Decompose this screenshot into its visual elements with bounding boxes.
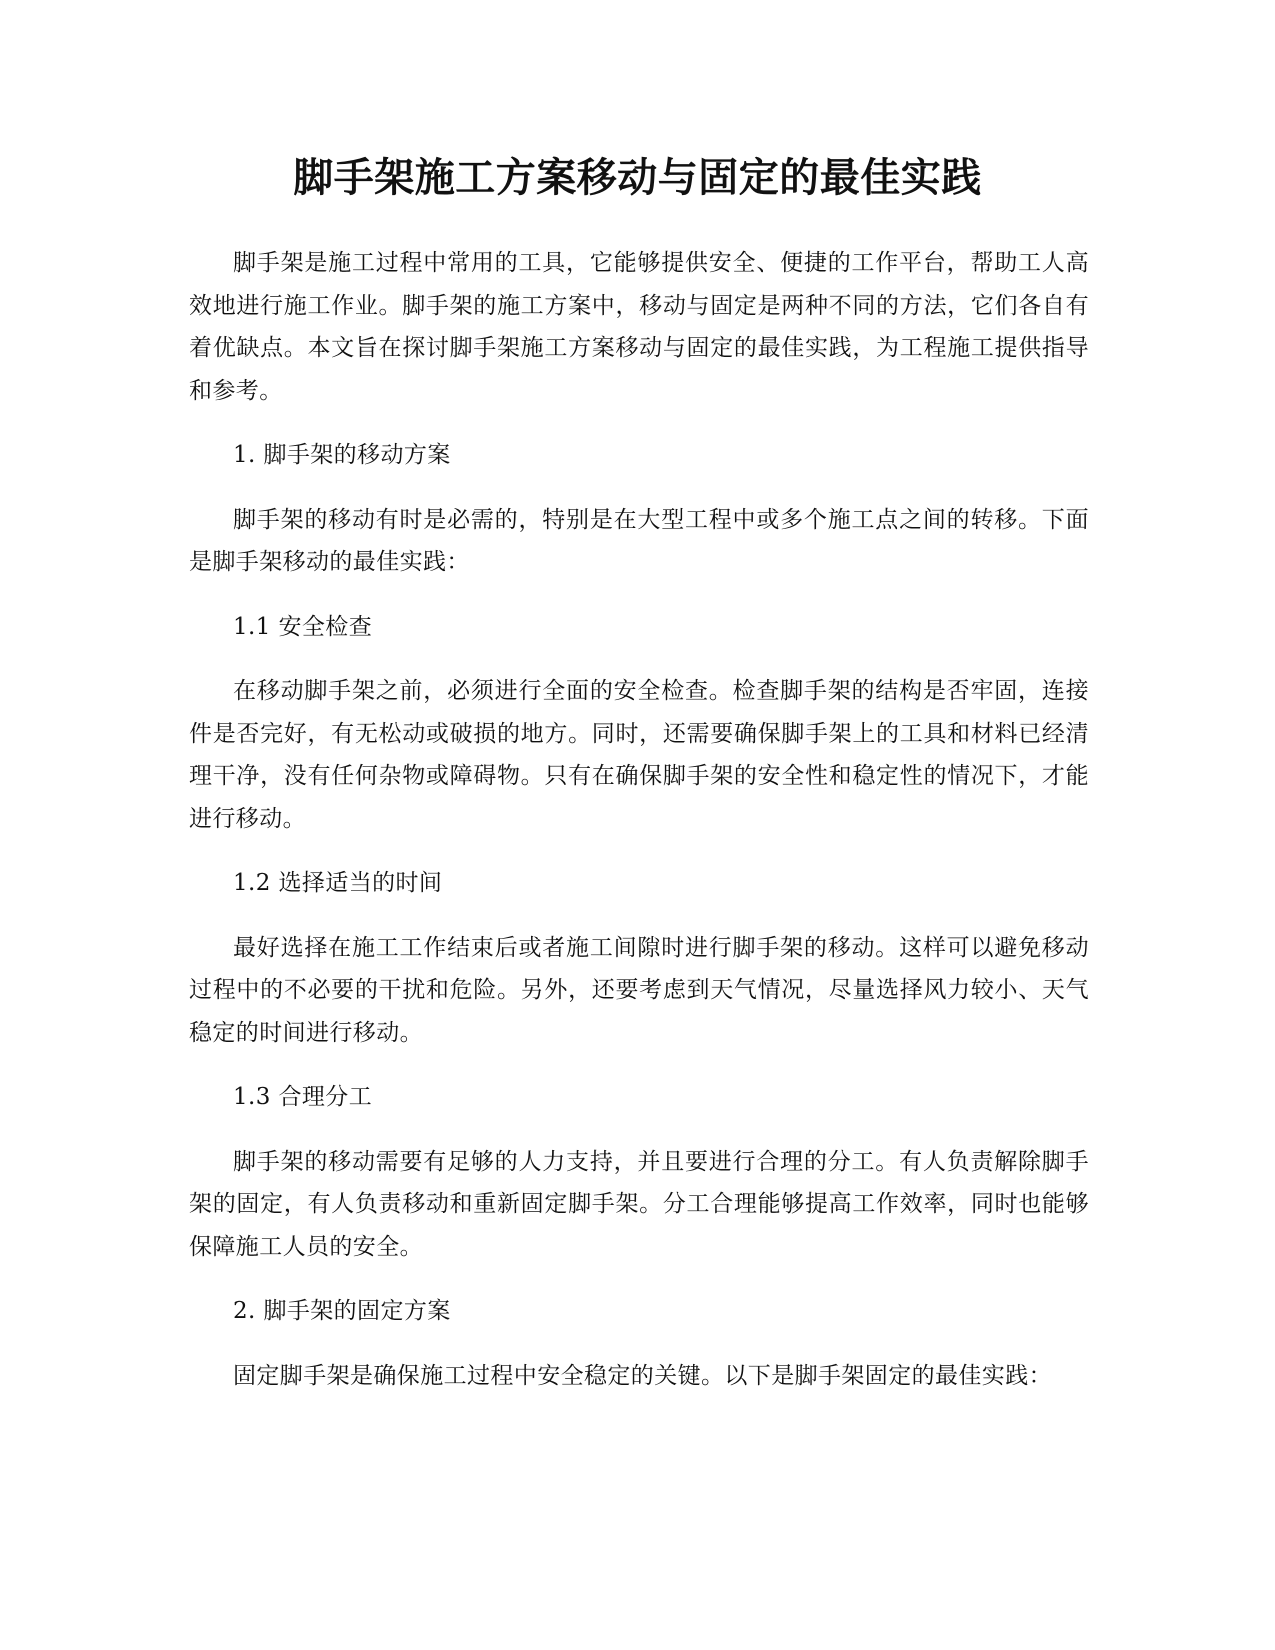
intro-paragraph: 脚手架是施工过程中常用的工具，它能够提供安全、便捷的工作平台，帮助工人高效地进行施工作业。脚手架的施工方案中，移动与固定是两种不同的方法，它们各自有着优缺点。本文旨在探讨脚手架施工方案移动与固定的最佳实践，为工程施工提供指导和参考。 [189, 250, 1089, 404]
section-2-heading: 2. 脚手架的固定方案 [233, 1298, 451, 1324]
section-1-3-heading: 1.3 合理分工 [233, 1084, 373, 1110]
section-1-3-paragraph: 脚手架的移动需要有足够的人力支持，并且要进行合理的分工。有人负责解除脚手架的固定，有人负责移动和重新固定脚手架。分工合理能够提高工作效率，同时也能够保障施工人员的安全。 [189, 1148, 1089, 1260]
section-2-paragraph: 固定脚手架是确保施工过程中安全稳定的关键。以下是脚手架固定的最佳实践： [233, 1362, 1052, 1389]
section-1-1-heading: 1.1 安全检查 [233, 613, 373, 640]
document-title: 脚手架施工方案移动与固定的最佳实践 [293, 155, 982, 201]
document-body [189, 242, 1089, 1397]
section-1-2-heading: 1.2 选择适当的时间 [233, 870, 443, 896]
section-1-2-paragraph: 最好选择在施工工作结束后或者施工间隙时进行脚手架的移动。这样可以避免移动过程中的不必要的干扰和危险。另外，还要考虑到天气情况，尽量选择风力较小、天气稳定的时间进行移动。 [189, 934, 1089, 1046]
section-1-paragraph: 脚手架的移动有时是必需的，特别是在大型工程中或多个施工点之间的转移。下面是脚手架移动的最佳实践： [189, 506, 1089, 575]
section-1-heading: 1. 脚手架的移动方案 [233, 442, 451, 468]
section-1-1-paragraph: 在移动脚手架之前，必须进行全面的安全检查。检查脚手架的结构是否牢固，连接件是否完好，有无松动或破损的地方。同时，还需要确保脚手架上的工具和材料已经清理干净，没有任何杂物或障碍物。只有在确保脚手架的安全性和稳定性的情况下，才能进行移动。 [189, 678, 1089, 832]
